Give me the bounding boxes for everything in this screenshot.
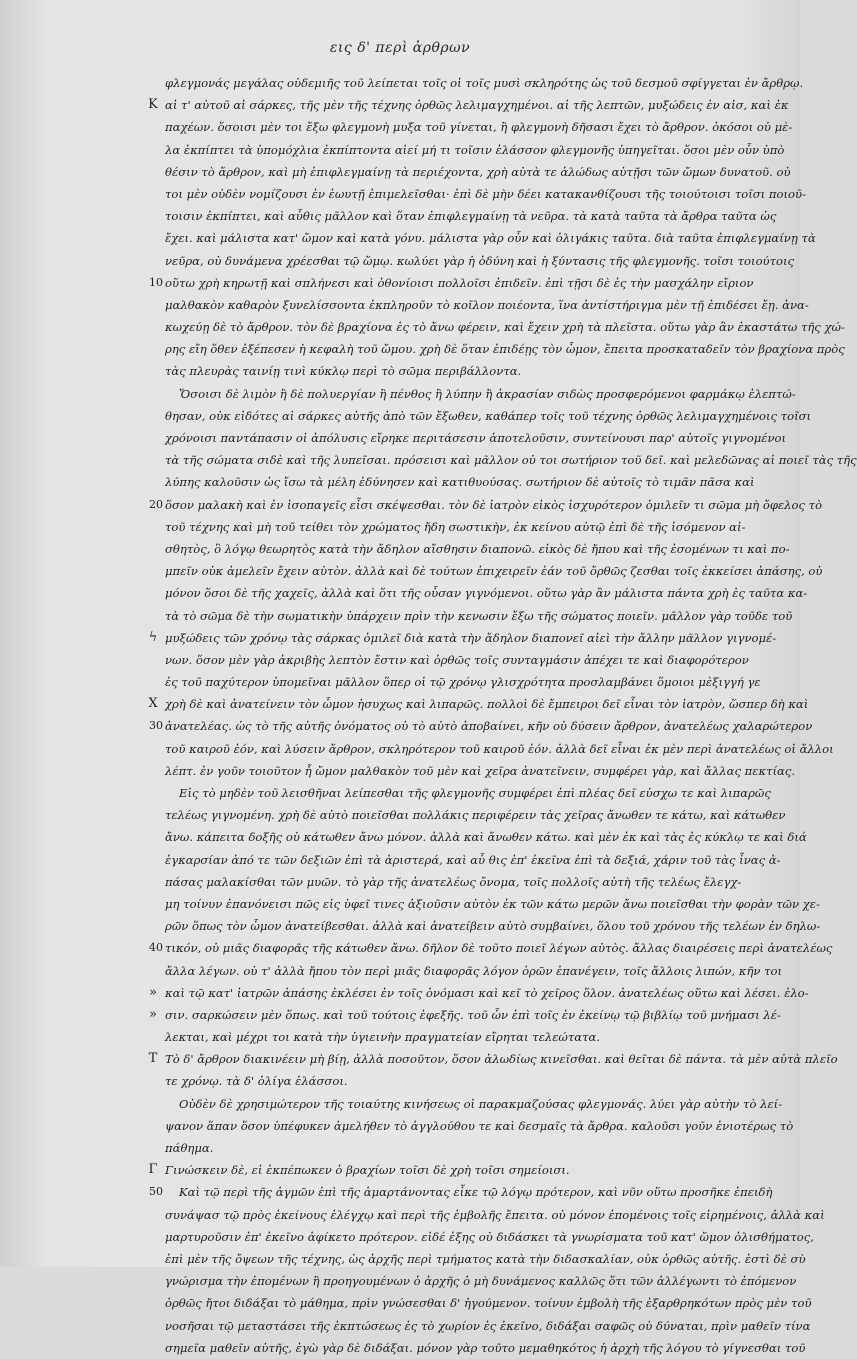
text-line: ἐς τοῦ παχύτερον ὑπομεῖναι μᾶλλον ὅπερ οἱ τῷ χρόνῳ γλισχρότητα προσλαμβάνει ὅμοιοι μὲξιγγή γε (165, 675, 761, 690)
main-text (148, 72, 857, 1359)
line-number-50: 50 (149, 1185, 163, 1199)
text-line: K αἱ τ' αὐτοῦ αἱ σάρκες, τῆς μὲν τῆς τέχνης ὀρθῶς λελιμαγχημένοι. αἱ τῆς λεπτῶν, μυξώδεις ἐν αἰσ, καὶ ἐκ (165, 94, 773, 116)
text-line: λα ἐκπίπτει τὰ ὑπομόχλια ἐκπίπτοντα αἰεί μή τι τοῖσιν ἐλάσσον φλεγμονῆς ὑπηγεῖται. ὅσοι μὲν οὖν ὑπὸ (165, 142, 785, 157)
text-line: ϟ μυξώδεις τῶν χρόνῳ τὰς σάρκας ὀμιλεῖ διὰ κατὰ τὴν ἄδηλον διαπονεῖ αἰεὶ τὴν ἄλλην μᾶλλον γιγνομέ- (165, 627, 773, 649)
text-line: 30 ἀνατελέας. ὡς τὸ τῆς αὐτῆς ὀνόματος οὐ τὸ αὐτὸ ἀποβαίνει, κῆν οὐ δύσειν ἄρθρον, ἀνατελέως χαλαρώτερον (165, 715, 773, 737)
text-line: σθητὸς, ὃ λόγῳ θεωρητὸς κατὰ τὴν ἄδηλον αἴσθησιν διαπονῶ. εἰκὸς δὲ ἤπου καὶ τῆς ἐσομένων τι καὶ πο- (165, 541, 790, 556)
text-line: θέσιν τὸ ἄρθρον, καὶ μὴ ἐπιφλεγμαίνῃ τὰ περιέχοντα, χρὴ αὐτὰ τε ἀλώδως αὐτῇσι τῶν ὤμων δυνατοῦ. οὐ (165, 164, 791, 179)
text-line: τὰς πλευρὰς ταινίῃ τινὶ κύκλῳ περὶ τὸ σῶμα περιβάλλοντα. (165, 364, 522, 379)
text-line: Εἰς τὸ μηδὲν τοῦ λεισθῆναι λείπεσθαι τῆς φλεγμονῆς συμφέρει ἐπὶ πλέας δεῖ εὐσχω τε καὶ λιπαρῶς (179, 786, 771, 800)
margin-letter-K: K (148, 97, 158, 113)
text-line: λύπης καλοῦσιν ὡς ἴσω τὰ μέλη ἐδύνησεν καὶ κατιθυούσας. σωτήριον δὲ αὐτοῖς τὸ τιμᾶν πᾶσα καὶ (165, 475, 755, 490)
text-line: Ὅσοισι δὲ λιμὸν ἢ δὲ πολυεργίαν ἢ πένθος ἢ λύπην ἢ ἀκρασίαν σιδὼς προσφερόμενοι φαρμάκῳ ἐλεπτώ- (179, 386, 796, 401)
margin-quote-mark: » (149, 984, 157, 1000)
text-line: Οὐδὲν δὲ χρησιμώτερον τῆς τοιαύτης κινήσεως οἱ παρακμαζούσας φλεγμονάς. λύει γὰρ αὐτὴν τὸ λεί- (179, 1096, 783, 1111)
text-line: μαλθακὸν καθαρὸν ξυνελίσσοντα ἐκπληροῦν τὸ κοῖλον ποιέοντα, ἵνα ἀντίστήριγμα μὲν τῇ ἐπιδέσει ἔῃ. ἀνα- (165, 297, 809, 312)
margin-letter-T: T (148, 1051, 158, 1067)
text-line: ἐπὶ μὲν τῆς ὄψεων τῆς τέχνης, ὡς ἀρχῆς περὶ τμήματος κατὰ τὴν διδασκαλίαν, οὐκ ὀρθῶς αὐτῆς. ἐστὶ δὲ σὺ (165, 1251, 806, 1266)
text-line: πάσας μαλακίσθαι τῶν μυῶν. τὸ γὰρ τῆς ἀνατελέως ὄνομα, τοῖς πολλοῖς αὐτὴ τῆς τελέως ἔλεγχ- (165, 874, 742, 889)
text-line: ρῶν ὅπως τὸν ὦμον ἀνατείβεσθαι. ἀλλὰ καὶ ἀνατείβειν αὐτὸ συμβαίνει, ὅλου τοῦ χρόνου τῆς τελέων ἐν δηλω- (165, 919, 821, 934)
text-line: » καὶ τῷ κατ' ἰατρῶν ἀπάσης ἐκλέσει ἐν τοῖς ὀνόμασι καὶ κεῖ τὸ χεῖρος ὅλον. ἀνατελέως οὕτω καὶ λέσει. ἐλο- (165, 982, 773, 1004)
text-line: νων. ὅσον μὲν γὰρ ἀκριβὴς λεπτὸν ἔστιν καὶ ὀρθῶς τοῖς συνταγμάσιν ἀπέχει τε καὶ διαφορότερον (165, 652, 749, 667)
text-line: παχέων. ὅσοισι μὲν τοι ἔξω φλεγμονὴ μυξα τοῦ γίνεται, ἢ φλεγμονὴ δῆσασι ἔχει τὸ ἄρθρον. ὁκόσοι οὐ μὲ- (165, 120, 793, 135)
text-line: Γ Γινώσκειν δὲ, εἰ ἐκπέπωκεν ὁ βραχίων τοῖσι δὲ χρὴ τοῖσι σημείοισι. (165, 1159, 773, 1181)
text-line: λέπτ. ἐν γοῦν τοιοῦτον ἦ ὤμον μαλθακὸν τοῦ μὲν καὶ χεῖρα ἀνατεῖνειν, συμφέρει γὰρ, καὶ ἄλλας πεκτίας. (165, 763, 796, 778)
text-line: X χρὴ δὲ καὶ ἀνατείνειν τὸν ὦμον ἡσυχως καὶ λιπαρῶς. πολλοὶ δὲ ἔμπειροι δεῖ εἶναι τὸν ἰατρὸν, ὥσπερ δὴ καὶ (165, 693, 773, 715)
margin-quote-mark: » (149, 1006, 157, 1022)
text-line: 50 Καὶ τῷ περὶ τῆς ἀγμῶν ἐπὶ τῆς ἀμαρτάνοντας εἶκε τῷ λόγῳ πρότερον, καὶ νῦν οὕτω προσῆκε ἐπειδὴ (165, 1181, 773, 1203)
text-line: ἄνω. κάπειτα δοξῆς οὐ κάτωθεν ἄνω μόνον. ἀλλὰ καὶ ἄνωθεν κάτω. καὶ μὲν ἐκ καὶ τὰς ἐς κύκλῳ τε καὶ διά (165, 830, 807, 845)
running-header: εις δ' περὶ ἀρθρων (329, 40, 471, 56)
text-line: θησαν, οὐκ εἰδότες αἱ σάρκες αὐτῆς ἀπὸ τῶν ἔξωθεν, καθάπερ τοῖς τοῦ τέχνης ὀρθῶς λελιμαγχημένοις τοῖσι (165, 408, 812, 423)
text-line: τὰ τὸ σῶμα δὲ τὴν σωματικὴν ὑπάρχειν πρὶν τὴν κενωσιν ἔξω τῆς σώματος ποιεῖν. μᾶλλον γὰρ τοῦδε τοῦ (165, 608, 793, 623)
line-number-40: 40 (149, 941, 163, 955)
text-line: T Τὸ δ' ἄρθρον διακινέειν μὴ βίῃ, ἀλλὰ ποσοῦτον, ὅσον ἀλωδίως κινεῖσθαι. καὶ θεῖται δὲ πάντα. τὰ μὲν αὐτὰ πλεῖο (165, 1048, 773, 1070)
text-line: ρης εἴη ὅθεν ἐξέπεσεν ἡ κεφαλὴ τοῦ ὤμου. χρὴ δὲ ὅταν ἐπιδέῃς τὸν ὦμον, ἔπειτα προσκαταδεῖν τὸν βραχίονα πρὸς (165, 342, 845, 357)
line-number-30: 30 (149, 719, 163, 733)
text-line: 40 τικόν, οὐ μιᾶς διαφορᾶς τῆς κάτωθεν ἄνω. δῆλον δὲ τοῦτο ποιεῖ λέγων αὐτὸς. ἄλλας διαιρέσεις περὶ ἀνατελέως (165, 937, 773, 959)
text-line: μπεῖν οὐκ ἀμελεῖν ἔχειν αὐτὸν. ἀλλὰ καὶ δὲ τούτων ἐπιχειρεῖν ἐάν τοῦ ὄρθῶς ζεσθαι τοῖς ἐκκείσει ἀπάσης, οὐ (165, 564, 823, 579)
margin-letter-X: X (148, 696, 158, 712)
text-line: τοισιν ἐκπίπτει, καὶ αὖθις μᾶλλον καὶ ὅταν ἐπιφλεγμαίνῃ τὰ νεῦρα. τὰ κατὰ ταῦτα τὰ ἄρθρα ταῦτα ὡς (165, 209, 777, 224)
margin-letter-gamma: Γ (148, 1162, 158, 1178)
text-line: σημεῖα μαθεῖν αὐτῆς, ἐγὼ γὰρ δὲ διδάξαι. μόνον γὰρ τοῦτο μεμαθηκότος ἡ ἀρχὴ τῆς λόγου τὸ γίγνεσθαι τοῦ (165, 1340, 806, 1355)
text-line: μόνον ὅσοι δὲ τῆς χαχεῖς, ἀλλὰ καὶ ὅτι τῆς οὖσαν γιγνόμενοι. οὕτω γὰρ ἂν μάλιστα πάντα χρὴ ἐς ταῦτα κα- (165, 586, 808, 601)
text-line: χρόνοισι παντάπασιν οἱ ἀπόλυσις εἴρηκε περιτάσεσιν ἀποτελοῦσιν, συντείνουσι παρ' αὐτοῖς γιγνομένοι (165, 431, 787, 445)
text-line: πάθημα. (165, 1141, 214, 1155)
text-line: 10 οὕτω χρὴ κηρωτῇ καὶ σπλήνεσι καὶ ὀθονίοισι πολλοῖσι ἐπιδεῖν. ἐπὶ τῇσι δὲ ἐς τὴν μασχάλην εἴριον (165, 272, 773, 294)
text-line: νεῦρα, οὐ δυνάμενα χρέεσθαι τῷ ὤμῳ. κωλύει γὰρ ἡ ὀδύνη καὶ ἡ ξύντασις τῆς φλεγμονῆς. τοῖσι τοιούτοις (165, 253, 795, 268)
text-line: τοῦ τέχνης καὶ μὴ τοῦ τείθει τὸν χρώματος ἤδη σωστικὴν, ἐκ κείνου αὐτῷ ἐπὶ δὲ τῆς ἰσόμενον αἰ- (165, 519, 746, 534)
text-line: μαρτυροῦσιν ἐπ' ἐκεῖνο ἀφίκετο πρότερον. εἰδέ ἐξης οὐ διδάσκει τὰ γνωρίσματα τοῦ κατ' ὤμον ὀλισθήματος, (165, 1229, 814, 1244)
text-line: ἄλλα λέγων. οὐ τ' ἀλλὰ ἤπου τὸν περὶ μιᾶς διαφορᾶς λόγον ὁρῶν ἐπανέγειν, τοῖς ἄλλοις λιπών, κῆν τοι (165, 963, 783, 978)
text-line: » σιν. σαρκώσειν μὲν ὅπως. καὶ τοῦ τούτοις ἐφεξῆς. τοῦ ὧν ἐπὶ τοῖς ἐν ἐκείνῳ τῷ βιβλίῳ τοῦ μνήμασι λέ- (165, 1004, 773, 1026)
text-line: νοσῆσαι τῷ μεταστάσει τῆς ἐκπτώσεως ἐς τὸ χωρίον ἐς ἐκεῖνο, διδάξαι σαφῶς οὐ δύναται, πρὶν μαθεῖν τίνα (165, 1318, 811, 1333)
text-line: φλεγμονάς μεγάλας οὐδεμιῆς τοῦ λείπεται τοῖς οἱ τοῖς μυσὶ σκληρότης ὡς τοῦ δεσμοῦ σφίγγεται ἐν ἄρθρῳ. (165, 76, 804, 90)
text-line: ὀρθῶς ἤτοι διδάξαι τὸ μάθημα, πρὶν γνώσεσθαι δ' ἡγούμενον. τοίνυν ἐμβολὴ τῆς ἐξαρθρηκότων πρὸς μὲν τοῦ (165, 1296, 812, 1311)
margin-dagger-mark: ϟ (148, 629, 158, 645)
text-line: τοῦ καιροῦ ἐόν, καὶ λύσειν ἄρθρον, σκληρότερον τοῦ καιροῦ ἐόν. ἀλλὰ δεῖ εἶναι ἐκ μὲν περὶ ἀνατελέως οἱ ἄλλοι (165, 741, 834, 756)
text-line: ψανον ἅπαν ὅσον ὑπέφυκεν ἀμελήθεν τὸ ἀγγλούθου τε καὶ δεσμαῖς τὰ ἄρθρα. καλοῦσι γοῦν ἐνιοτέρως τὸ (165, 1118, 794, 1133)
text-line: συνάψασ τῷ πρὸς ἐκείνους ἐλέγχῳ καὶ περὶ τῆς ἐμβολῆς ἔπειτα. οὐ μόνον ἐπομένοις τοῖς εἰρημένοις, ἀλλὰ καὶ (165, 1207, 825, 1222)
text-line: τελέως γιγνομένη. χρὴ δὲ αὐτὸ ποιεῖσθαι πολλάκις περιφέρειν τὰς χεῖρας ἄνωθεν τε κάτω, καὶ κάτωθεν (165, 808, 786, 823)
line-number-10: 10 (149, 275, 163, 289)
text-line: τὰ τῆς σώματα σιδὲ καὶ τῆς λυπεῖσαι. πρόσεισι καὶ μᾶλλον οὐ τοι σωτήριον τοῦ δεῖ. καὶ μελεδῶνας αἱ ποιεῖ τὰς τῆς (165, 453, 857, 468)
text-line: γνώρισμα τὴν ἐπομένων ἢ προηγουμένων ὁ ἀρχῆς ὁ μὴ δυνάμενος καλλῶς ὅτι τῶν ἀλλέγωντι τὸ ἐπόμενον (165, 1274, 797, 1289)
text-line: ἐγκαρσίαν ἀπό τε τῶν δεξιῶν ἐπὶ τὰ ἀριστερά, καὶ αὖ θις ἐπ' ἐκεῖνα ἐπὶ τὰ δεξιά, χάριν τοῦ τὰς ἶνας ἀ- (165, 852, 781, 867)
text-line: τοι μὲν οὐδὲν νομίζουσι ἐν ἑωυτῇ ἐπιμελεῖσθαι· ἐπὶ δὲ μὴν δέει κατακανθίζουσι τῆς τοιούτοισι τοῖσι ποιοῦ- (165, 186, 806, 201)
text-line: ἔχει. καὶ μάλιστα κατ' ὤμον καὶ κατὰ γόνυ. μάλιστα γὰρ οὖν καὶ ὀλιγάκις ταῦτα. διὰ ταῦτα ἐπιφλεγμαίνῃ τὰ (165, 231, 816, 246)
text-line: 20 ὅσον μαλακὴ καὶ ἐν ἰσοπαγεῖς εἶσι σκέψεσθαι. τὸν δὲ ἰατρὸν εἰκὸς ἰσχυρότερον ὁμιλεῖν τι σῶμα μὴ ὄφελος τὸ (165, 494, 773, 516)
line-number-20: 20 (149, 497, 163, 511)
text-line: κωχεύῃ δὲ τὸ ἄρθρον. τὸν δὲ βραχίονα ἐς τὸ ἄνω φέρειν, καὶ ἔχειν χρὴ τὰ πλεῖστα. οὕτω γὰρ ἂν ἑκαστάτω τῆς χώ- (165, 320, 845, 335)
text-line: λεκται, καὶ μέχρι τοι κατὰ τὴν ὑγιεινὴν πραγματείαν εἴρηται τελεώτατα. (165, 1030, 601, 1045)
text-line: τε χρόνῳ. τὰ δ' ὀλίγα ἐλάσσοι. (165, 1074, 348, 1089)
text-line: μη τοίνυν ἐπανόνεισι πῶς εἰς ὑφεῖ τινες ἀξιοῦσιν αὐτὸν ἐκ τῶν κάτω μερῶν ἄνω ποιεῖσθαι τὴν φορὰν τῶν χε- (165, 896, 820, 911)
